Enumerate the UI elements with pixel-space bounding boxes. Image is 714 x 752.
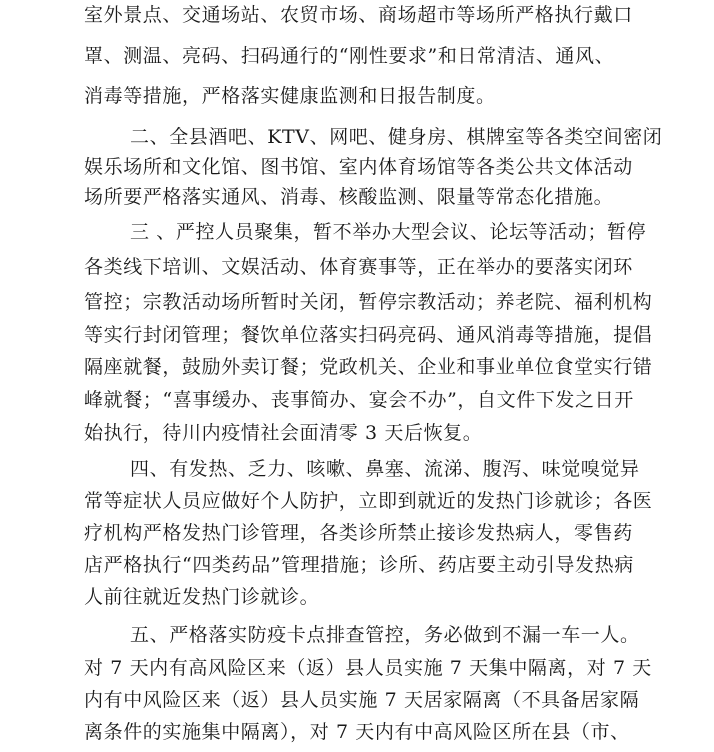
- text-line-4: 二、全县酒吧、KTV、网吧、健身房、棋牌室等各类空间密闭: [130, 126, 663, 148]
- text-line-21: 内有中风险区来（返）县人员实施 7 天居家隔离（不具备居家隔: [84, 689, 640, 711]
- text-line-5: 娱乐场所和文化馆、图书馆、室内体育场馆等各类公共文体活动: [84, 156, 633, 178]
- text-line-17: 店严格执行“四类药品”管理措施；诊所、药店要主动引导发热病: [84, 554, 634, 576]
- text-line-20: 对 7 天内有高风险区来（返）县人员实施 7 天集中隔离，对 7 天: [84, 657, 652, 679]
- text-line-12: 峰就餐；“喜事缓办、丧事简办、宴会不办”，自文件下发之日开: [84, 389, 634, 411]
- text-line-7: 三 、严控人员聚集，暂不举办大型会议、论坛等活动；暂停: [130, 221, 647, 243]
- text-line-2: 罩、测温、亮码、扫码通行的“刚性要求”和日常清洁、通风、: [84, 45, 615, 67]
- text-line-19: 五、严格落实防疫卡点排查管控，务必做到不漏一车一人。: [130, 624, 640, 646]
- text-line-9: 管控；宗教活动场所暂时关闭，暂停宗教活动；养老院、福利机构: [84, 291, 653, 313]
- text-line-18: 人前往就近发热门诊就诊。: [84, 586, 320, 608]
- text-line-15: 常等症状人员应做好个人防护，立即到就近的发热门诊就诊；各医: [84, 490, 653, 512]
- text-line-8: 各类线下培训、文娱活动、体育赛事等，正在举办的要落实闭环: [84, 256, 633, 278]
- text-line-6: 场所要严格落实通风、消毒、核酸监测、限量等常态化措施。: [84, 186, 614, 208]
- text-line-22: 离条件的实施集中隔离），对 7 天内有中高风险区所在县（市、: [84, 721, 630, 743]
- text-line-11: 隔座就餐，鼓励外卖订餐；党政机关、企业和事业单位食堂实行错: [84, 356, 653, 378]
- text-line-13: 始执行，待川内疫情社会面清零 3 天后恢复。: [84, 422, 483, 444]
- text-line-1: 室外景点、交通场站、农贸市场、商场超市等场所严格执行戴口: [84, 4, 633, 26]
- text-line-3: 消毒等措施，严格落实健康监测和日报告制度。: [84, 85, 496, 107]
- text-line-10: 等实行封闭管理；餐饮单位落实扫码亮码、通风消毒等措施，提倡: [84, 324, 653, 346]
- text-line-14: 四、有发热、乏力、咳嗽、鼻塞、流涕、腹泻、味觉嗅觉异: [130, 458, 640, 480]
- text-line-16: 疗机构严格发热门诊管理，各类诊所禁止接诊发热病人，零售药: [84, 522, 633, 544]
